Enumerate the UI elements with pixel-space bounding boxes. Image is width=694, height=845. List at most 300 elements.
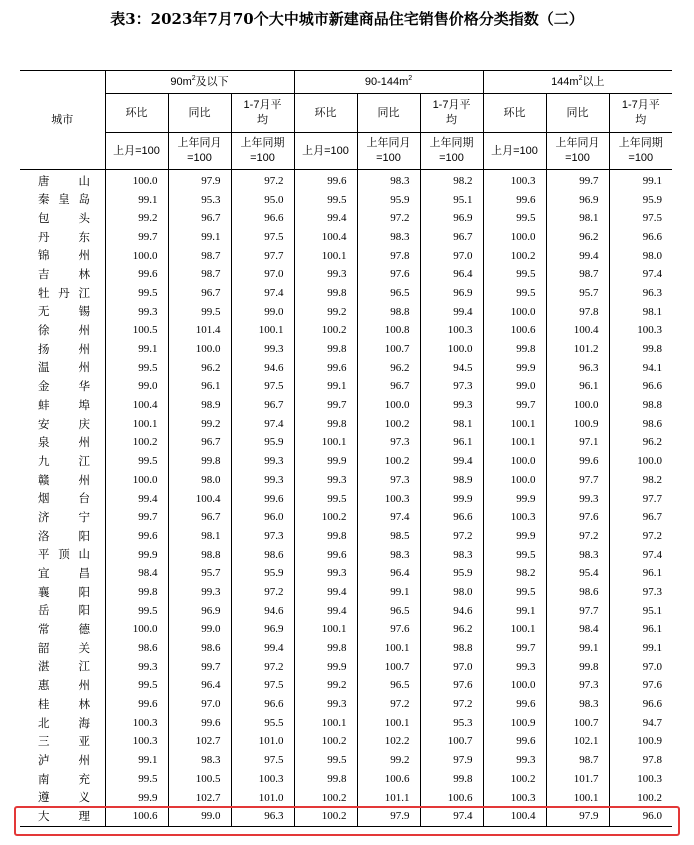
value-cell: 99.1 [105,751,168,770]
value-cell: 100.1 [357,639,420,658]
city-name: 无锡 [38,304,90,319]
city-cell [20,415,105,434]
value-cell: 100.1 [483,434,546,453]
value-cell: 96.0 [231,508,294,527]
value-cell: 100.0 [483,452,546,471]
value-cell: 101.2 [546,340,609,359]
group-header [105,71,294,94]
value-cell: 100.3 [483,508,546,527]
city-name: 韶关 [38,640,90,655]
value-cell: 98.0 [609,247,672,266]
value-cell: 98.6 [231,546,294,565]
value-cell: 100.6 [420,789,483,808]
city-name: 遵义 [38,790,90,805]
avg-header-line1: 1-7月平 [621,99,660,111]
table-row [20,751,672,770]
table-row [20,434,672,453]
table-row [20,303,672,322]
mom-base: 上月=100 [105,133,168,170]
value-cell: 100.1 [294,434,357,453]
yoy-header: 同比 [168,94,231,133]
value-cell: 97.9 [168,170,231,191]
value-cell: 97.2 [231,583,294,602]
city-name: 常德 [38,622,90,637]
value-cell: 97.2 [420,527,483,546]
value-cell: 96.9 [420,284,483,303]
value-cell: 100.3 [105,714,168,733]
value-cell: 99.2 [105,209,168,228]
city-name: 大理 [38,808,90,823]
value-cell: 100.6 [357,770,420,789]
value-cell: 97.0 [168,695,231,714]
avg-base [231,133,294,170]
value-cell: 100.3 [420,322,483,341]
value-cell: 100.6 [105,807,168,826]
value-cell: 96.9 [231,621,294,640]
city-cell [20,751,105,770]
table-row [20,714,672,733]
table-row [20,508,672,527]
value-cell: 100.3 [609,322,672,341]
value-cell: 99.2 [357,751,420,770]
value-cell: 100.0 [483,471,546,490]
value-cell: 99.5 [483,583,546,602]
value-cell: 98.8 [420,639,483,658]
value-cell: 99.5 [105,677,168,696]
value-cell: 98.1 [420,415,483,434]
value-cell: 95.7 [168,564,231,583]
value-cell: 96.2 [609,434,672,453]
yoy-header: 同比 [357,94,420,133]
value-cell: 100.6 [483,322,546,341]
value-cell: 96.1 [168,378,231,397]
value-cell: 100.4 [483,807,546,826]
table-row [20,228,672,247]
city-name: 唐山 [38,173,90,188]
group-header-suffix: 以上 [582,75,605,88]
value-cell: 95.9 [231,434,294,453]
avg-base-line1: 上年同期 [618,137,663,149]
value-cell: 97.4 [357,508,420,527]
value-cell: 99.6 [105,265,168,284]
value-cell: 99.5 [168,303,231,322]
value-cell: 100.0 [105,247,168,266]
value-cell: 99.9 [483,359,546,378]
city-cell [20,602,105,621]
value-cell: 99.3 [294,695,357,714]
value-cell: 99.4 [294,602,357,621]
value-cell: 100.1 [483,621,546,640]
value-cell: 100.3 [483,170,546,191]
value-cell: 99.0 [231,303,294,322]
value-cell: 100.0 [483,228,546,247]
value-cell: 95.7 [546,284,609,303]
value-cell: 99.5 [105,602,168,621]
value-cell: 98.3 [168,751,231,770]
table-row [20,265,672,284]
value-cell: 100.9 [546,415,609,434]
table-row [20,340,672,359]
avg-header-line1: 1-7月平 [243,99,282,111]
city-name: 南充 [38,771,90,786]
value-cell: 100.1 [105,415,168,434]
value-cell: 96.6 [231,695,294,714]
value-cell: 97.2 [420,695,483,714]
value-cell: 100.3 [105,733,168,752]
value-cell: 100.9 [483,714,546,733]
group-header-text: 144m [551,75,579,88]
value-cell: 100.1 [546,789,609,808]
avg-base-line1: 上年同期 [429,137,474,149]
value-cell: 100.7 [357,658,420,677]
value-cell: 99.3 [168,583,231,602]
value-cell: 97.8 [357,247,420,266]
value-cell: 100.0 [105,621,168,640]
value-cell: 99.6 [168,714,231,733]
value-cell: 98.8 [168,546,231,565]
value-cell: 97.8 [609,751,672,770]
value-cell: 99.9 [105,546,168,565]
avg-base [420,133,483,170]
value-cell: 97.1 [546,434,609,453]
value-cell: 100.7 [357,340,420,359]
value-cell: 99.5 [294,191,357,210]
value-cell: 98.1 [546,209,609,228]
value-cell: 100.3 [609,770,672,789]
city-cell [20,508,105,527]
city-cell [20,303,105,322]
value-cell: 100.5 [105,322,168,341]
value-cell: 97.4 [420,807,483,826]
table-row [20,284,672,303]
avg-header-line2: 均 [635,114,647,126]
value-cell: 99.7 [483,639,546,658]
value-cell: 100.8 [357,322,420,341]
value-cell: 99.6 [294,170,357,191]
page-title: 表3：2023年7月70个大中城市新建商品住宅销售价格分类指数（二） [110,10,584,28]
value-cell: 94.7 [609,714,672,733]
value-cell: 99.0 [105,378,168,397]
value-cell: 101.0 [231,733,294,752]
avg-base-line1: 上年同期 [240,137,285,149]
city-name: 宜昌 [38,566,90,581]
avg-header-line2: 均 [446,114,458,126]
value-cell: 95.1 [609,602,672,621]
city-cell [20,359,105,378]
avg-base-line2: =100 [439,152,464,164]
value-cell: 99.6 [294,546,357,565]
group-header-text: 90-144m [364,75,409,88]
city-cell [20,677,105,696]
value-cell: 96.1 [420,434,483,453]
value-cell: 99.4 [294,583,357,602]
value-cell: 99.3 [105,658,168,677]
avg-header [609,94,672,133]
value-cell: 98.0 [420,583,483,602]
value-cell: 96.6 [231,209,294,228]
avg-header [231,94,294,133]
yoy-base-line2: =100 [376,152,401,164]
value-cell: 97.2 [357,695,420,714]
avg-header-line2: 均 [257,114,268,126]
value-cell: 97.7 [609,490,672,509]
value-cell: 97.4 [231,284,294,303]
table-row [20,378,672,397]
value-cell: 97.6 [546,508,609,527]
value-cell: 99.8 [105,583,168,602]
value-cell: 96.4 [357,564,420,583]
value-cell: 97.3 [609,583,672,602]
value-cell: 99.6 [483,695,546,714]
value-cell: 97.5 [609,209,672,228]
city-column-header: 城市 [20,71,105,170]
table-row [20,733,672,752]
city-name: 徐州 [38,323,90,338]
group-header-sup: 2 [408,74,413,82]
value-cell: 98.3 [357,170,420,191]
value-cell: 99.8 [294,639,357,658]
value-cell: 100.2 [294,733,357,752]
value-cell: 98.6 [168,639,231,658]
table-row [20,564,672,583]
yoy-base [168,133,231,170]
value-cell: 98.1 [168,527,231,546]
value-cell: 100.2 [483,770,546,789]
city-name: 岳阳 [38,603,90,618]
value-cell: 96.1 [546,378,609,397]
value-cell: 96.7 [168,508,231,527]
value-cell: 94.6 [231,602,294,621]
value-cell: 99.3 [294,564,357,583]
value-cell: 97.0 [420,247,483,266]
value-cell: 99.5 [483,209,546,228]
city-name: 三亚 [38,734,90,749]
value-cell: 99.8 [294,415,357,434]
value-cell: 98.9 [168,396,231,415]
value-cell: 94.1 [609,359,672,378]
city-name: 烟台 [38,491,90,506]
value-cell: 99.7 [294,396,357,415]
group-header-sup: 2 [191,74,196,82]
city-cell [20,396,105,415]
city-cell [20,639,105,658]
value-cell: 96.7 [357,378,420,397]
table-row [20,359,672,378]
table-row [20,396,672,415]
value-cell: 99.3 [546,490,609,509]
value-cell: 99.8 [294,770,357,789]
value-cell: 98.2 [483,564,546,583]
value-cell: 97.6 [609,677,672,696]
city-cell [20,527,105,546]
value-cell: 100.2 [483,247,546,266]
value-cell: 97.3 [357,471,420,490]
value-cell: 99.1 [105,191,168,210]
value-cell: 98.4 [546,621,609,640]
value-cell: 99.1 [168,228,231,247]
value-cell: 99.7 [105,228,168,247]
value-cell: 94.6 [420,602,483,621]
value-cell: 98.5 [357,527,420,546]
value-cell: 99.3 [231,471,294,490]
value-cell: 96.7 [231,396,294,415]
value-cell: 99.5 [483,265,546,284]
value-cell: 99.5 [105,452,168,471]
value-cell: 100.3 [357,490,420,509]
value-cell: 96.4 [420,265,483,284]
table-row [20,452,672,471]
value-cell: 101.0 [231,789,294,808]
city-cell [20,621,105,640]
value-cell: 98.1 [609,303,672,322]
value-cell: 99.5 [105,284,168,303]
value-cell: 100.1 [483,415,546,434]
table-row [20,789,672,808]
table-row [20,621,672,640]
city-cell [20,770,105,789]
value-cell: 97.2 [357,209,420,228]
value-cell: 99.8 [294,340,357,359]
value-cell: 100.0 [168,340,231,359]
value-cell: 96.7 [420,228,483,247]
value-cell: 99.7 [483,396,546,415]
value-cell: 99.5 [294,751,357,770]
value-cell: 99.1 [357,583,420,602]
value-cell: 96.9 [546,191,609,210]
value-cell: 99.2 [294,677,357,696]
city-cell [20,209,105,228]
value-cell: 99.9 [105,789,168,808]
value-cell: 97.5 [231,677,294,696]
value-cell: 99.1 [105,340,168,359]
value-cell: 97.4 [231,415,294,434]
value-cell: 97.4 [609,265,672,284]
value-cell: 97.3 [546,677,609,696]
value-cell: 97.6 [357,265,420,284]
city-cell [20,247,105,266]
value-cell: 97.0 [609,658,672,677]
yoy-header: 同比 [546,94,609,133]
group-header-text: 90m [170,75,192,88]
city-cell [20,564,105,583]
table-row [20,639,672,658]
table-row [20,583,672,602]
value-cell: 101.7 [546,770,609,789]
value-cell: 102.1 [546,733,609,752]
value-cell: 96.1 [609,621,672,640]
value-cell: 97.0 [420,658,483,677]
value-cell: 97.4 [609,546,672,565]
value-cell: 100.1 [294,714,357,733]
value-cell: 99.5 [483,546,546,565]
value-cell: 97.3 [420,378,483,397]
value-cell: 99.4 [420,303,483,322]
mom-header: 环比 [294,94,357,133]
value-cell: 96.5 [357,284,420,303]
value-cell: 96.7 [609,508,672,527]
table-row [20,677,672,696]
value-cell: 94.6 [231,359,294,378]
value-cell: 99.7 [546,170,609,191]
value-cell: 96.2 [168,359,231,378]
city-cell [20,340,105,359]
value-cell: 101.1 [357,789,420,808]
value-cell: 96.3 [609,284,672,303]
table-row [20,322,672,341]
value-cell: 100.4 [294,228,357,247]
value-cell: 94.5 [420,359,483,378]
value-cell: 98.3 [546,546,609,565]
value-cell: 97.2 [231,658,294,677]
value-cell: 96.3 [546,359,609,378]
value-cell: 99.7 [168,658,231,677]
yoy-base-line1: 上年同月 [177,137,222,149]
value-cell: 97.2 [231,170,294,191]
value-cell: 95.1 [420,191,483,210]
city-name: 襄阳 [38,584,90,599]
value-cell: 97.9 [420,751,483,770]
value-cell: 99.1 [546,639,609,658]
value-cell: 98.6 [105,639,168,658]
price-index-table [20,70,672,827]
value-cell: 98.4 [105,564,168,583]
value-cell: 99.6 [105,527,168,546]
value-cell: 97.9 [357,807,420,826]
city-name: 金华 [38,379,90,394]
value-cell: 100.0 [105,471,168,490]
city-name: 牡丹江 [38,285,90,300]
value-cell: 99.1 [609,170,672,191]
value-cell: 100.0 [483,303,546,322]
city-name: 泸州 [38,752,90,767]
city-name: 桂林 [38,696,90,711]
value-cell: 96.2 [420,621,483,640]
value-cell: 99.3 [294,471,357,490]
value-cell: 99.6 [483,733,546,752]
value-cell: 96.2 [546,228,609,247]
yoy-base-line2: =100 [187,152,212,164]
value-cell: 100.4 [168,490,231,509]
value-cell: 99.8 [483,340,546,359]
value-cell: 98.7 [546,751,609,770]
mom-base: 上月=100 [483,133,546,170]
value-cell: 98.8 [609,396,672,415]
table-row [20,170,672,191]
value-cell: 100.1 [294,621,357,640]
value-cell: 100.4 [546,322,609,341]
city-name: 秦皇岛 [38,192,90,207]
city-name: 赣州 [38,472,90,487]
value-cell: 100.2 [294,807,357,826]
city-name: 安庆 [38,416,90,431]
value-cell: 96.5 [357,602,420,621]
city-name: 温州 [38,360,90,375]
city-cell [20,378,105,397]
city-cell [20,191,105,210]
value-cell: 96.6 [609,378,672,397]
table-row [20,209,672,228]
city-cell [20,789,105,808]
table-row [20,415,672,434]
avg-base-line2: =100 [628,152,654,164]
table-row [20,490,672,509]
mom-header: 环比 [483,94,546,133]
value-cell: 99.1 [609,639,672,658]
value-cell: 100.7 [420,733,483,752]
value-cell: 97.6 [357,621,420,640]
avg-header-line1: 1-7月平 [432,99,471,111]
value-cell: 97.7 [231,247,294,266]
